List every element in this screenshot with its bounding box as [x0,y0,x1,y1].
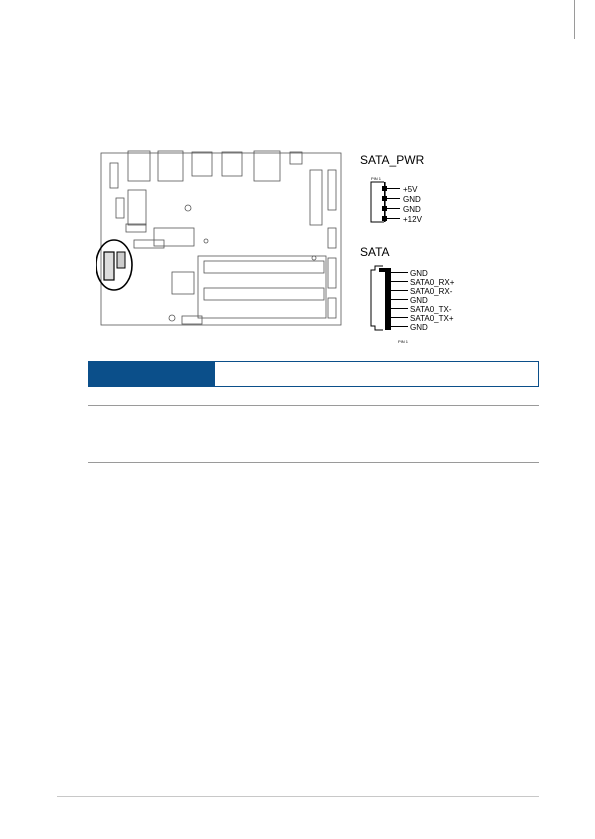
sata-pin-label: SATA0_RX- [410,287,453,296]
section-rule-top [88,405,539,406]
sata-pin-label: GND [410,296,428,305]
sata-connector-body [371,266,383,330]
sata-pwr-pin-label: +5V [403,185,418,194]
motherboard-outline [101,151,341,325]
sata-pin-label: GND [410,323,428,332]
sata-connector-key [379,268,391,330]
sata-pin1-label: PIN 1 [398,339,409,344]
note-bar [88,361,539,387]
sata-title: SATA [360,245,390,259]
top-edge-rule [574,0,575,39]
sata-pin-label: GND [410,269,428,278]
sata-pwr-pin-label: +12V [403,215,422,224]
sata-connector-diagram [96,148,546,348]
sata-pin-label: SATA0_RX+ [410,278,455,287]
section-rule-bottom [88,462,539,463]
sata-pwr-title: SATA_PWR [360,153,425,167]
note-text [215,362,538,386]
sata-pwr-pin-label: GND [403,205,421,214]
sata-pin-label: SATA0_TX- [410,305,452,314]
sata-pwr-pin1-label: PIN 1 [371,176,382,181]
note-tag [89,362,215,386]
sata-pin-label: SATA0_TX+ [410,314,454,323]
footer-rule [57,796,539,797]
sata-pins [390,273,408,327]
sata-pwr-pin-label: GND [403,195,421,204]
